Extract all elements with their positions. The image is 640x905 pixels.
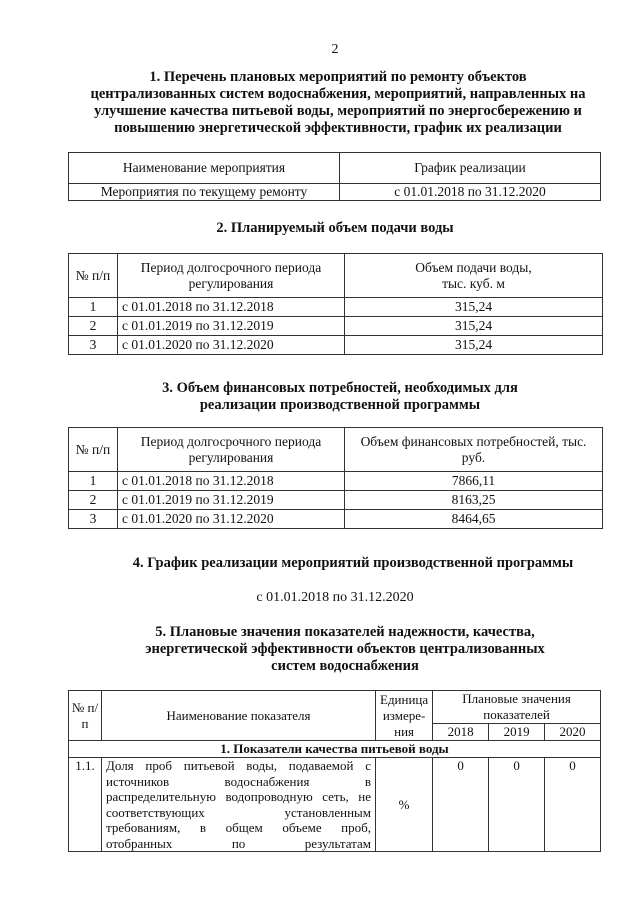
table-cell: 0 [545,758,601,852]
page-number: 2 [331,42,339,57]
table-cell: 1 [69,472,118,491]
table-cell: 315,24 [345,298,603,317]
table-cell: 315,24 [345,336,603,355]
table-cell: с 01.01.2019 по 31.12.2019 [118,491,345,510]
table-cell: Доля проб питьевой воды, подаваемой с источников водоснабжения в распределительную водопроводную сеть, не соответствующих установленным требованиям, в общем объеме проб, отобранных по результатам [102,758,376,852]
table-cell: 0 [489,758,545,852]
header-cell: Наименование показателя [102,691,376,741]
header-cell: Период долгосрочного периода регулирования [118,254,345,298]
table-cell: 0 [433,758,489,852]
header-cell: № п/п [69,691,102,741]
header-year: 2019 [489,724,545,741]
table-cell: 3 [69,510,118,529]
section2-title: 2. Планируемый объем подачи воды [216,220,454,236]
section3-table [68,427,603,529]
header-cell: Наименование мероприятия [69,153,340,184]
header-cell: Единица измере-ния [376,691,433,741]
table-cell: с 01.01.2019 по 31.12.2019 [118,317,345,336]
table-cell: 8163,25 [345,491,603,510]
table-cell: с 01.01.2020 по 31.12.2020 [118,336,345,355]
section1-table [68,152,601,201]
header-cell: № п/п [69,254,118,298]
table-cell: с 01.01.2018 по 31.12.2020 [340,184,601,201]
header-year: 2020 [545,724,601,741]
section2-table [68,253,603,355]
table-cell: 1.1. [69,758,102,852]
table-cell: 7866,11 [345,472,603,491]
section4-period: с 01.01.2018 по 31.12.2020 [256,590,414,605]
table-cell: % [376,758,433,852]
header-cell: Плановые значения показателей [433,691,601,724]
section1-title: 1. Перечень плановых мероприятий по ремонту объектов централизованных систем водоснабжения, мероприятий, направленных на улучшение качества питьевой воды, мероприятий по энергосбережению и повышению энергетической эффективности, график их реализации [90,69,586,136]
header-cell: Объем финансовых потребностей, тыс. руб. [345,428,603,472]
table-cell: 1 [69,298,118,317]
header-cell: № п/п [69,428,118,472]
header-cell: График реализации [340,153,601,184]
header-year: 2018 [433,724,489,741]
table-cell: с 01.01.2018 по 31.12.2018 [118,298,345,317]
section5-title: 5. Плановые значения показателей надежности, качества, энергетической эффективности объектов централизованных систем водоснабжения [145,624,545,674]
table-cell: 315,24 [345,317,603,336]
section5-table [68,690,601,852]
table-cell: с 01.01.2018 по 31.12.2018 [118,472,345,491]
table-row [69,758,601,852]
table-cell: 8464,65 [345,510,603,529]
table-cell: Мероприятия по текущему ремонту [69,184,340,201]
group-row: 1. Показатели качества питьевой воды [69,741,601,758]
section4-title: 4. График реализации мероприятий производственной программы [132,555,574,571]
table-cell: 2 [69,491,118,510]
section3-title: 3. Объем финансовых потребностей, необходимых для реализации производственной программы [162,380,518,413]
table-cell: 3 [69,336,118,355]
table-cell: 2 [69,317,118,336]
table-cell: с 01.01.2020 по 31.12.2020 [118,510,345,529]
header-cell: Объем подачи воды, тыс. куб. м [345,254,603,298]
header-cell: Период долгосрочного периода регулирования [118,428,345,472]
